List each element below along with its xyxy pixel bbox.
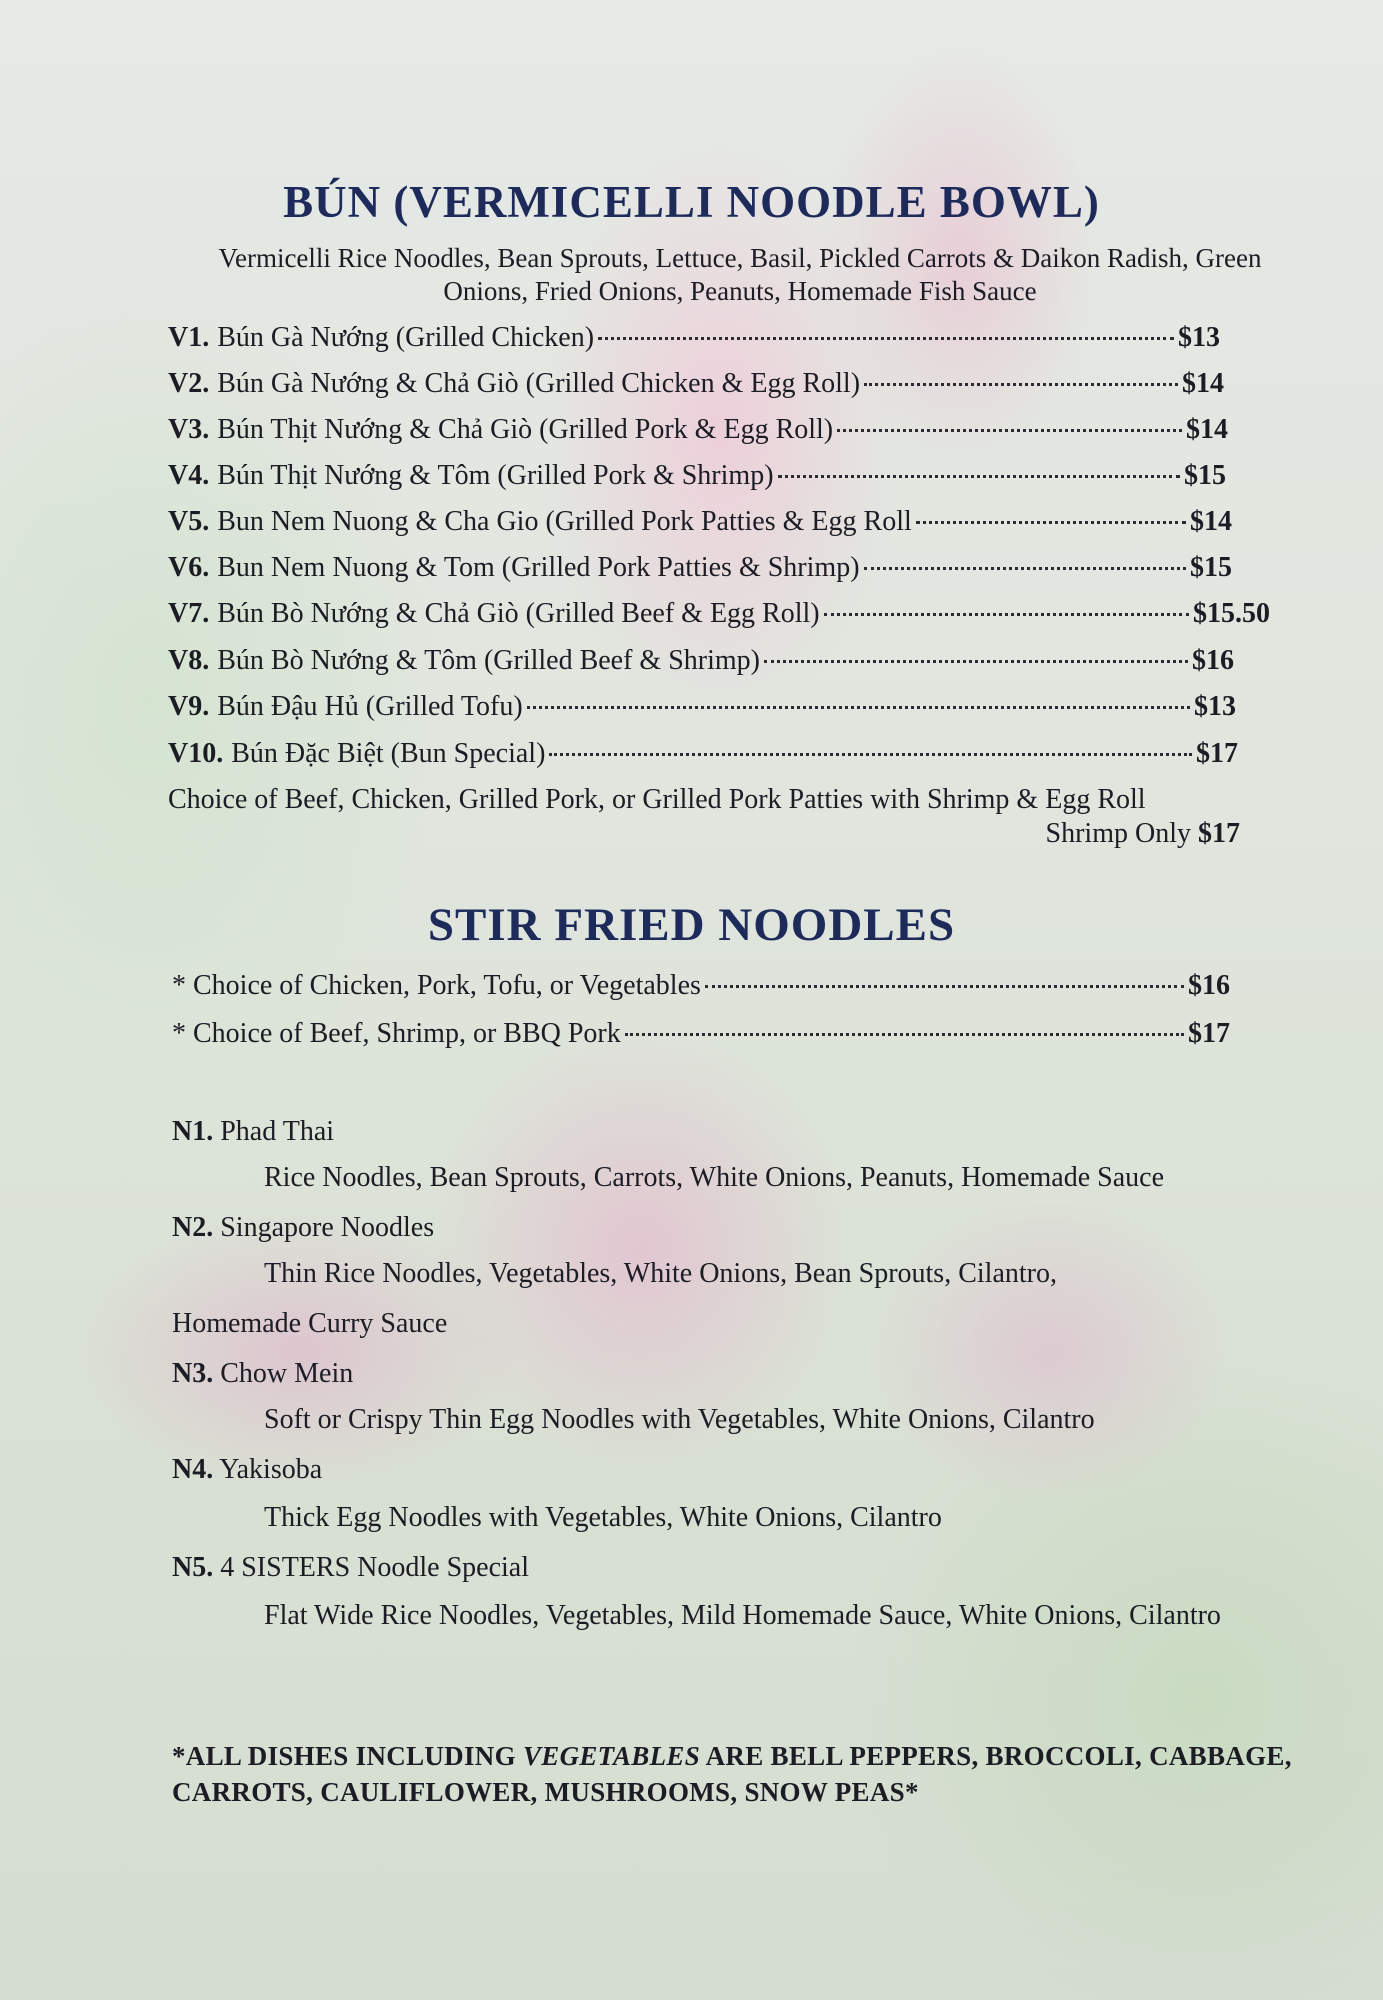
leader-dots <box>864 567 1186 570</box>
item-name: Bún Thịt Nướng & Tôm (Grilled Pork & Shrimp) <box>217 460 774 491</box>
item-name: Bún Bò Nướng & Chả Giò (Grilled Beef & Egg Roll) <box>217 598 820 629</box>
leader-dots <box>625 1033 1184 1036</box>
noodle-item-n5 <box>172 1552 529 1584</box>
menu-item-v1 <box>168 322 1220 354</box>
item-name: Bun Nem Nuong & Tom (Grilled Pork Patties & Shrimp) <box>217 552 860 583</box>
item-code: V7. <box>168 598 210 629</box>
choice-label: * Choice of Beef, Shrimp, or BBQ Pork <box>172 1018 621 1049</box>
item-price: $14 <box>1182 368 1224 399</box>
noodle-item-n1-desc: Rice Noodles, Bean Sprouts, Carrots, White Onions, Peanuts, Homemade Sauce <box>264 1162 1164 1193</box>
item-name: Chow Mein <box>220 1358 354 1389</box>
leader-dots <box>824 613 1189 616</box>
shrimp-only-label: Shrimp Only <box>1045 818 1191 849</box>
item-price: $17 <box>1196 738 1238 769</box>
item-price: $14 <box>1190 506 1232 537</box>
choice-price: $16 <box>1188 970 1230 1001</box>
shrimp-only-line <box>0 818 1240 850</box>
item-price: $15 <box>1190 552 1232 583</box>
leader-dots <box>764 660 1188 663</box>
item-code: V4. <box>168 460 210 491</box>
item-name: Yakisoba <box>219 1454 323 1485</box>
menu-item-v9 <box>168 691 1236 723</box>
item-code: N5. <box>172 1552 214 1583</box>
leader-dots <box>527 706 1190 709</box>
item-code: V3. <box>168 414 210 445</box>
bun-section-title: BÚN (VERMICELLI NOODLE BOWL) <box>283 177 1100 227</box>
item-name: Bun Nem Nuong & Cha Gio (Grilled Pork Patties & Egg Roll <box>217 506 912 537</box>
item-name: Bún Thịt Nướng & Chả Giò (Grilled Pork & Egg Roll) <box>217 414 834 445</box>
item-name: Bún Gà Nướng & Chả Giò (Grilled Chicken & Egg Roll) <box>217 368 861 399</box>
item-price: $13 <box>1194 691 1236 722</box>
bun-special-note: Choice of Beef, Chicken, Grilled Pork, or Grilled Pork Patties with Shrimp & Egg Roll <box>168 784 1146 815</box>
leader-dots <box>549 753 1192 756</box>
item-price: $15 <box>1184 460 1226 491</box>
item-price: $16 <box>1192 645 1234 676</box>
choice-row-1 <box>172 970 1230 1002</box>
footnote-part-3: ARE BELL PEPPERS, BROCCOLI, CABBAGE, <box>700 1741 1292 1771</box>
item-name: Singapore Noodles <box>220 1212 435 1243</box>
item-name: Bún Bò Nướng & Tôm (Grilled Beef & Shrimp) <box>217 645 760 676</box>
item-name: Bún Đặc Biệt (Bun Special) <box>231 738 546 769</box>
item-name: Bún Gà Nướng (Grilled Chicken) <box>217 322 595 353</box>
menu-item-v10 <box>168 738 1238 770</box>
bun-description-line-1: Vermicelli Rice Noodles, Bean Sprouts, Lettuce, Basil, Pickled Carrots & Daikon Radish, Green <box>218 243 1262 273</box>
item-code: N4. <box>172 1454 214 1485</box>
menu-item-v5 <box>168 506 1232 538</box>
vegetables-footnote <box>172 1738 1352 1810</box>
footnote-line-1 <box>172 1738 1352 1774</box>
item-code: V8. <box>168 645 210 676</box>
item-code: V1. <box>168 322 210 353</box>
menu-item-v7 <box>168 598 1270 630</box>
noodle-item-n1 <box>172 1116 334 1148</box>
stir-fried-section-title: STIR FRIED NOODLES <box>427 899 956 951</box>
menu-item-v3 <box>168 414 1228 446</box>
leader-dots <box>916 521 1186 524</box>
item-name: 4 SISTERS Noodle Special <box>220 1552 529 1583</box>
noodle-item-n4-desc: Thick Egg Noodles with Vegetables, White Onions, Cilantro <box>264 1502 942 1533</box>
menu-item-v2 <box>168 368 1224 400</box>
leader-dots <box>705 985 1184 988</box>
item-code: V6. <box>168 552 210 583</box>
item-name: Phad Thai <box>220 1116 335 1147</box>
noodle-item-n3-desc: Soft or Crispy Thin Egg Noodles with Vegetables, White Onions, Cilantro <box>264 1404 1095 1435</box>
item-code: N1. <box>172 1116 214 1147</box>
item-code: N3. <box>172 1358 214 1389</box>
item-code: V10. <box>168 738 224 769</box>
leader-dots <box>837 429 1182 432</box>
noodle-item-n2-desc-cont: Homemade Curry Sauce <box>172 1308 448 1339</box>
bun-description <box>150 242 1330 308</box>
menu-item-v8 <box>168 645 1234 677</box>
bun-description-line-2: Onions, Fried Onions, Peanuts, Homemade Fish Sauce <box>443 276 1037 306</box>
item-price: $15.50 <box>1193 598 1270 629</box>
item-code: V2. <box>168 368 210 399</box>
menu-item-v4 <box>168 460 1226 492</box>
item-code: N2. <box>172 1212 214 1243</box>
noodle-item-n2 <box>172 1212 434 1244</box>
leader-dots <box>598 337 1174 340</box>
item-code: V5. <box>168 506 210 537</box>
noodle-item-n3 <box>172 1358 353 1390</box>
choice-row-2 <box>172 1018 1230 1050</box>
item-name: Bún Đậu Hủ (Grilled Tofu) <box>217 691 523 722</box>
noodle-item-n5-desc: Flat Wide Rice Noodles, Vegetables, Mild Homemade Sauce, White Onions, Cilantro <box>264 1600 1221 1631</box>
footnote-part-1: *ALL DISHES INCLUDING <box>172 1741 523 1771</box>
footnote-part-2: VEGETABLES <box>522 1741 701 1771</box>
item-price: $14 <box>1186 414 1228 445</box>
footnote-line-2: CARROTS, CAULIFLOWER, MUSHROOMS, SNOW PEAS* <box>172 1777 919 1807</box>
item-code: V9. <box>168 691 210 722</box>
item-price: $13 <box>1178 322 1220 353</box>
noodle-item-n2-desc: Thin Rice Noodles, Vegetables, White Onions, Bean Sprouts, Cilantro, <box>264 1258 1057 1289</box>
noodle-item-n4 <box>172 1454 322 1486</box>
shrimp-only-price: $17 <box>1198 818 1240 849</box>
leader-dots <box>778 475 1180 478</box>
choice-label: * Choice of Chicken, Pork, Tofu, or Vegetables <box>172 970 701 1001</box>
leader-dots <box>864 383 1178 386</box>
choice-price: $17 <box>1188 1018 1230 1049</box>
menu-item-v6 <box>168 552 1232 584</box>
